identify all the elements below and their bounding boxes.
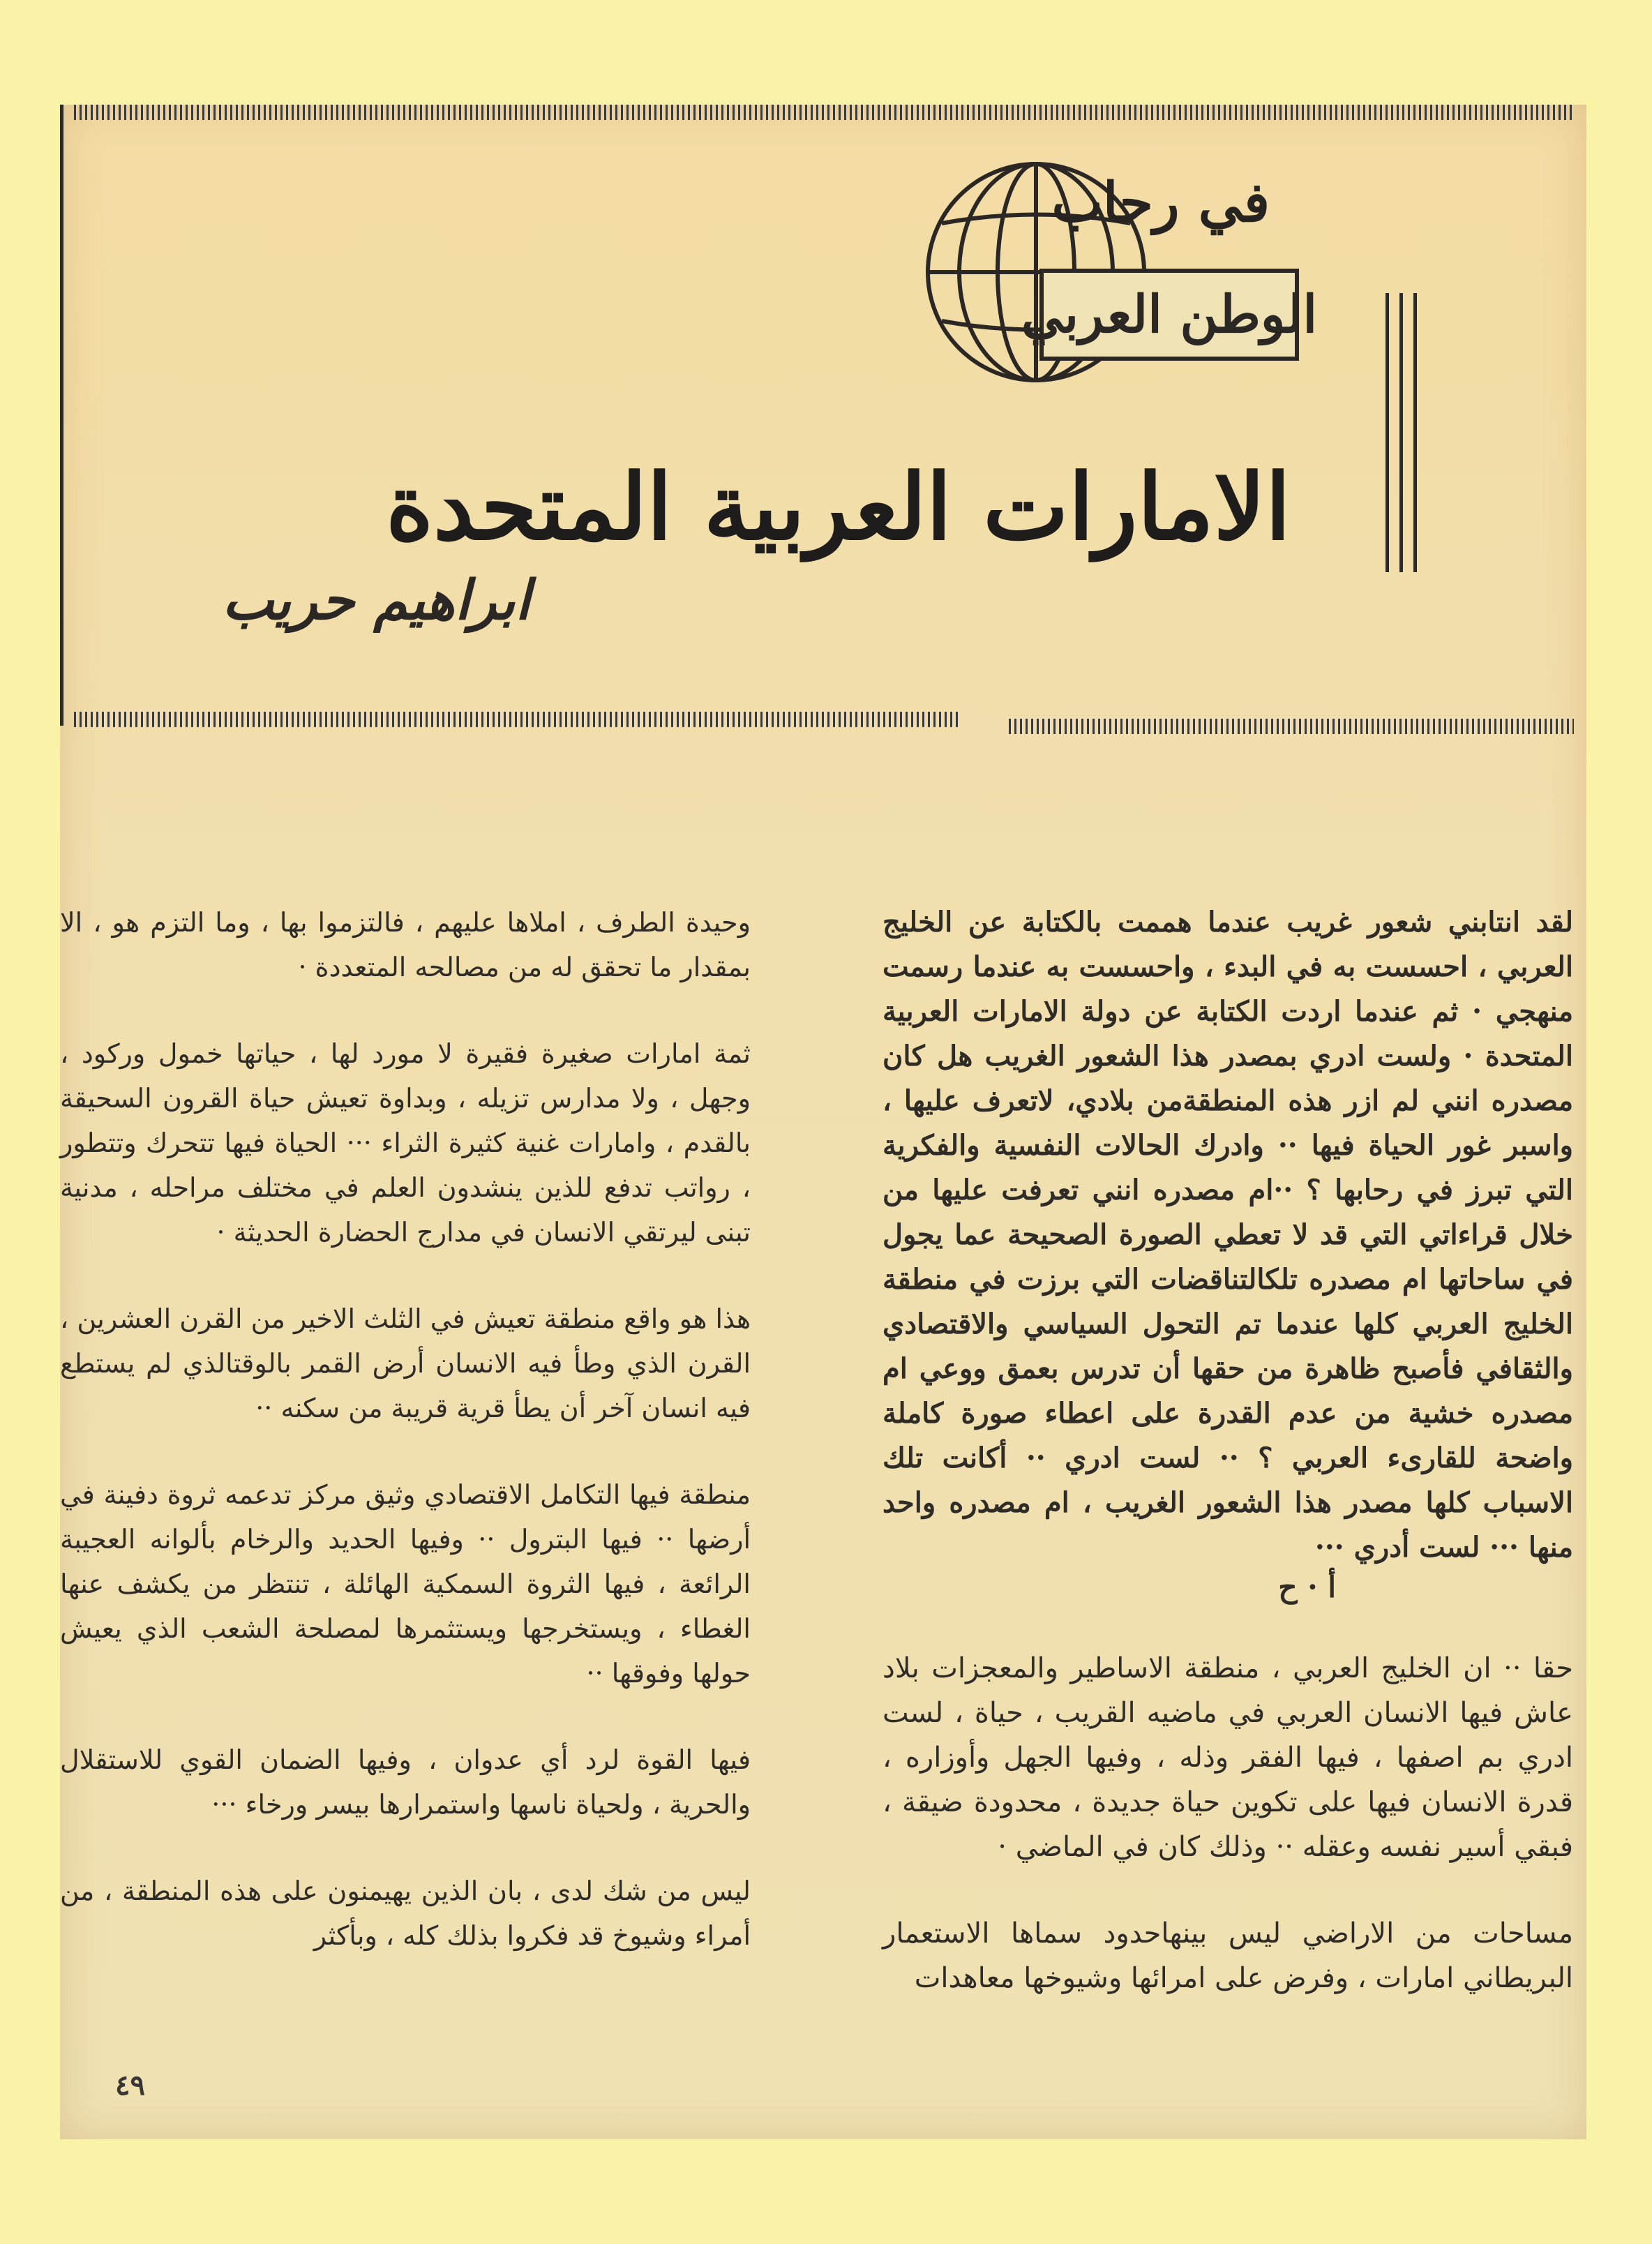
right-frame-line-2 bbox=[1399, 293, 1403, 572]
right-bottom-hatch-divider bbox=[1009, 719, 1574, 734]
section-subtitle: في رحاب bbox=[1051, 171, 1270, 234]
right-frame-line-3 bbox=[1413, 293, 1417, 572]
left-bottom-hatch-divider bbox=[74, 712, 960, 727]
body-paragraph: مساحات من الاراضي ليس بينهاحدود سماها الاستعمار البريطاني امارات ، وفرض على امرائها وشيوخها معاهدات bbox=[883, 1917, 1573, 1994]
article-title: الامارات العربية المتحدة bbox=[386, 454, 1291, 560]
body-paragraph: ثمة امارات صغيرة فقيرة لا مورد لها ، حياتها خمول وركود ، وجهل ، ولا مدارس تزيله ، وبداوة تعيش حياة القرون السحيقة بالقدم ، وامارات غنية كثيرة الثراء ··· الحياة فيها تتحرك وتتطور ، رواتب تدفع للذين ينشدون العلم في مختلف مراحله ، مدنية تبنى ليرتقي الانسان في مدارج الحضارة الحديثة · bbox=[60, 1038, 751, 1248]
right-text-column bbox=[883, 900, 1573, 2042]
body-paragraph: فيها القوة لرد أي عدوان ، وفيها الضمان القوي للاستقلال والحرية ، ولحياة ناسها واستمرارها بيسر ورخاء ··· bbox=[60, 1744, 751, 1820]
body-paragraph: حقا ·· ان الخليج العربي ، منطقة الاساطير والمعجزات بلاد عاش فيها الانسان العربي في ماضيه القريب ، حياة ، لست ادري بم اصفها ، فيها الفقر وذله ، وفيها الجهل وأوزاره ، قدرة الانسان فيها على تكوين حياة جديدة ، محدودة ضيقة ، فبقي أسير نفسه وعقله ·· وذلك كان في الماضي · bbox=[883, 1652, 1574, 1863]
body-paragraph: منطقة فيها التكامل الاقتصادي وثيق مركز تدعمه ثروة دفينة في أرضها ·· فيها البترول ·· وفيها الحديد والرخام بألوانه العجيبة الرائعة ، فيها الثروة السمكية الهائلة ، تنتظر من يكشف عنها الغطاء ، ويستخرجها ويستثمرها لمصلحة الشعب الذي يعيش حولها وفوقها ·· bbox=[60, 1479, 751, 1689]
page-number: ٤٩ bbox=[115, 2069, 145, 2102]
section-emblem bbox=[921, 157, 1318, 429]
left-text-column bbox=[60, 900, 751, 2000]
author-initials: أ · ح bbox=[1278, 1570, 1336, 1604]
body-paragraph: هذا هو واقع منطقة تعيش في الثلث الاخير من القرن العشرين ، القرن الذي وطأ فيه الانسان أرض القمر بالوقتالذي لم يستطع فيه انسان آخر أن يطأ قرية قريبة من سكنه ·· bbox=[60, 1303, 751, 1423]
body-paragraph: وحيدة الطرف ، املاها عليهم ، فالتزموا بها ، وما التزم هو ، الا بمقدار ما تحقق له من مصالحه المتعددة · bbox=[60, 907, 751, 982]
intro-paragraph: لقد انتابني شعور غريب عندما هممت بالكتابة عن الخليج العربي ، احسست به في البدء ، واحسست به عندما رسمت منهجي · ثم عندما اردت الكتابة عن دولة الامارات العربية المتحدة · ولست ادري بمصدر هذا الشعور الغريب هل كان مصدره انني لم ازر هذه المنطقةمن بلادي، لاتعرف عليها ، واسبر غور الحياة فيها ·· وادرك الحالات النفسية والفكرية التي تبرز في رحابها ؟ ··ام مصدره انني تعرفت عليها من خلال قراءاتي التي قد لا تعطي الصورة الصحيحة عما يجول في ساحاتها ام مصدره تلكالتناقضات التي برزت في منطقة الخليج العربي كلها عندما تم التحول السياسي والاقتصادي والثقافي فأصبح ظاهرة من حقها أن تدرس بعمق ووعي ام مصدره خشية من عدم القدرة على اعطاء صورة كاملة واضحة للقارىء العربي ؟ ·· لست ادري ·· أكانت تلك الاسباب كلها مصدر هذا الشعور الغريب ، ام مصدره واحد منها ··· لست أدري ··· bbox=[883, 906, 1574, 1564]
body-paragraph: ليس من شك لدى ، بان الذين يهيمنون على هذه المنطقة ، من أمراء وشيوخ قد فكروا بذلك كله ، وبأكثر bbox=[60, 1876, 751, 1951]
top-hatch-divider bbox=[74, 105, 1574, 120]
right-frame-line-1 bbox=[1386, 293, 1389, 572]
article-author: ابراهيم حريب bbox=[222, 569, 530, 632]
left-frame-line bbox=[60, 105, 63, 726]
section-banner: الوطن العربي bbox=[1039, 269, 1299, 361]
